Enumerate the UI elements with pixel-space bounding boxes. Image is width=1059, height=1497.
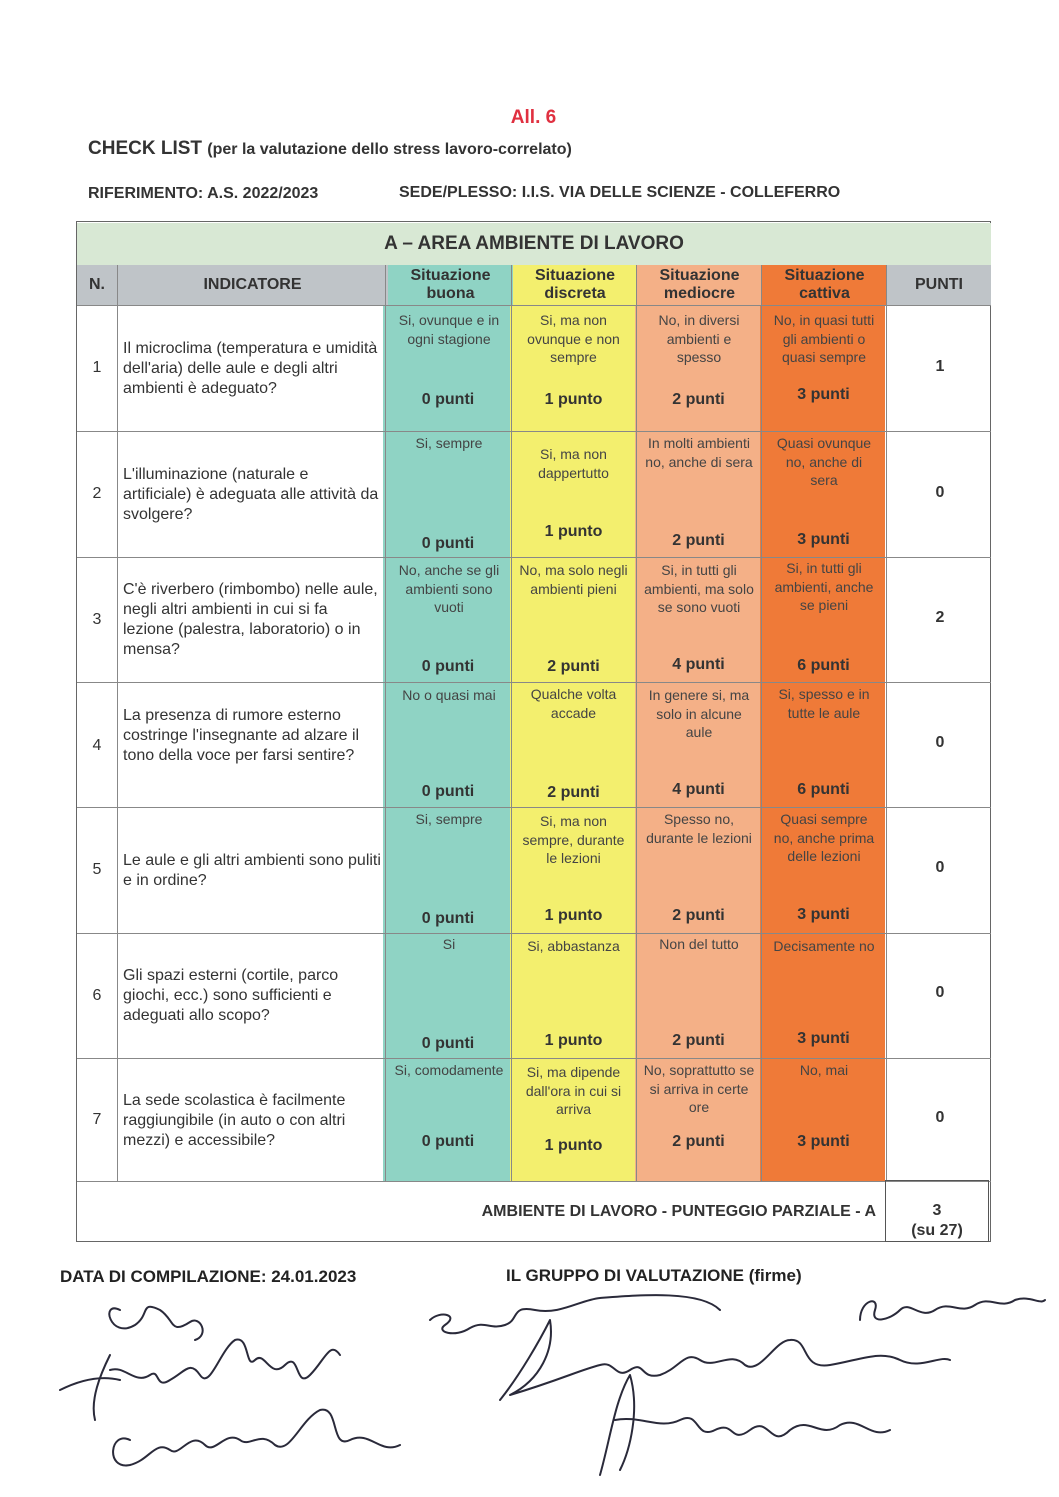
option-buona: No, anche se gli ambienti sono vuoti [398, 562, 500, 615]
points-mediocre: 2 punti [672, 1032, 725, 1049]
row-punti: 2 [935, 609, 945, 626]
option-mediocre: Si, in tutti gli ambienti, ma solo se sono vuoti [644, 562, 754, 615]
points-buona: 0 punti [421, 910, 475, 927]
option-mediocre: In genere si, ma solo in alcune aule [648, 687, 750, 740]
row-punti: 0 [935, 734, 945, 751]
title-subtitle: (per la valutazione dello stress lavoro-correlato) [207, 141, 572, 158]
points-mediocre: 2 punti [672, 907, 725, 924]
option-discreta: Si, ma non ovunque e non sempre [527, 312, 620, 365]
handwritten-signatures [40, 1280, 1050, 1490]
points-cattiva: 6 punti [797, 781, 850, 798]
option-discreta: Si, ma dipende dall'ora in cui si arriva [525, 1064, 622, 1117]
option-cattiva: No, mai [799, 1062, 849, 1078]
option-discreta: Si, abbastanza [527, 938, 620, 954]
grid-line [77, 557, 991, 558]
points-discreta: 1 punto [544, 523, 603, 540]
points-cattiva: 3 punti [797, 906, 850, 923]
grid-line [886, 265, 887, 1181]
row-indicatore: Gli spazi esterni (cortile, parco giochi, ecc.) sono sufficienti e adeguati allo scopo? [123, 967, 339, 1024]
header-cattiva-line1: Situazione [784, 267, 865, 284]
points-mediocre: 2 punti [672, 532, 725, 549]
option-buona: No o quasi mai [402, 687, 496, 703]
row-number: 2 [92, 485, 102, 502]
signature-5 [500, 1320, 950, 1400]
sede-label: SEDE/PLESSO: I.I.S. VIA DELLE SCIENZE - COLLEFERRO [399, 184, 841, 201]
points-buona: 0 punti [421, 535, 475, 552]
points-buona: 0 punti [421, 658, 475, 675]
points-discreta: 1 punto [544, 907, 603, 924]
header-mediocre-line1: Situazione [659, 267, 740, 284]
option-discreta: Qualche volta accade [530, 686, 617, 721]
row-number: 3 [92, 611, 102, 628]
riferimento-label: RIFERIMENTO: A.S. 2022/2023 [88, 185, 319, 202]
option-mediocre: Spesso no, durante le lezioni [646, 811, 752, 846]
option-cattiva: Quasi sempre no, anche prima delle lezioni [773, 811, 875, 864]
points-buona: 0 punti [421, 391, 475, 408]
partial-score-value: 3 [932, 1202, 942, 1219]
row-number: 7 [92, 1111, 102, 1128]
row-indicatore: C'è riverbero (rimbombo) nelle aule, negli altri ambienti in cui si fa lezione (palestra, laboratorio) o in mensa? [123, 581, 378, 658]
header-discreta [513, 265, 637, 305]
signature-6 [860, 1299, 1045, 1320]
option-buona: Si, comodamente [394, 1062, 504, 1078]
option-mediocre: No, in diversi ambienti e spesso [658, 312, 740, 365]
partial-score-label: AMBIENTE DI LAVORO - PUNTEGGIO PARZIALE - A [481, 1203, 876, 1220]
points-cattiva: 3 punti [797, 1133, 850, 1150]
grid-line [77, 1181, 991, 1182]
row-indicatore: Le aule e gli altri ambienti sono puliti e in ordine? [123, 852, 381, 889]
row-punti: 0 [935, 859, 945, 876]
evaluation-group-label: IL GRUPPO DI VALUTAZIONE (firme) [506, 1266, 802, 1285]
row-number: 5 [92, 861, 102, 878]
header-discreta-line2: discreta [544, 285, 606, 302]
points-mediocre: 4 punti [672, 781, 725, 798]
partial-score-max: (su 27) [911, 1222, 963, 1239]
header-punti: PUNTI [887, 265, 991, 305]
grid-line [77, 933, 991, 934]
header-n: N. [77, 265, 117, 305]
grid-line [77, 807, 991, 808]
header-cattiva-line2: cattiva [799, 285, 850, 302]
points-buona: 0 punti [421, 783, 475, 800]
points-mediocre: 2 punti [672, 391, 725, 408]
grid-line [117, 265, 118, 1181]
attachment-number: All. 6 [510, 107, 557, 128]
points-mediocre: 2 punti [672, 1133, 725, 1150]
row-punti: 0 [935, 484, 945, 501]
option-cattiva: Quasi ovunque no, anche di sera [776, 435, 872, 488]
title-main: CHECK LIST [88, 138, 202, 159]
grid-line [77, 682, 991, 683]
signature-1 [109, 1307, 202, 1340]
grid-line [77, 1058, 991, 1059]
header-mediocre [637, 265, 762, 305]
header-discreta-line1: Situazione [534, 267, 615, 284]
row-punti: 1 [935, 358, 945, 375]
row-number: 6 [92, 987, 102, 1004]
points-cattiva: 3 punti [797, 1030, 850, 1047]
row-indicatore: La presenza di rumore esterno costringe l'insegnante ad alzare il tono della voce per farsi sentire? [123, 707, 360, 764]
points-cattiva: 3 punti [797, 531, 850, 548]
option-discreta: Si, ma non sempre, durante le lezioni [522, 813, 625, 866]
option-cattiva: No, in quasi tutti gli ambienti o quasi sempre [773, 312, 875, 365]
points-buona: 0 punti [421, 1133, 475, 1150]
header-mediocre-line2: mediocre [663, 285, 736, 302]
points-buona: 0 punti [421, 1035, 475, 1052]
grid-line [77, 431, 991, 432]
option-buona: Si [442, 936, 456, 952]
option-mediocre: Non del tutto [659, 936, 739, 952]
option-mediocre: No, soprattutto se si arriva in certe ore [643, 1062, 755, 1115]
document-title [88, 138, 572, 160]
option-buona: Si, sempre [415, 811, 483, 827]
option-buona: Si, ovunque e in ogni stagione [398, 312, 500, 347]
header-buona [388, 265, 513, 305]
header-cattiva [762, 265, 887, 305]
header-buona-line2: buona [426, 285, 475, 302]
option-cattiva: Decisamente no [773, 938, 875, 954]
points-cattiva: 3 punti [797, 386, 850, 403]
option-mediocre: In molti ambienti no, anche di sera [645, 435, 753, 470]
points-discreta: 1 punto [544, 391, 603, 408]
points-discreta: 1 punto [544, 1032, 603, 1049]
option-discreta: No, ma solo negli ambienti pieni [519, 562, 628, 597]
points-cattiva: 6 punti [797, 657, 850, 674]
points-discreta: 2 punti [547, 658, 600, 675]
signature-7 [600, 1375, 890, 1475]
option-cattiva: Si, in tutti gli ambienti, anche se pieni [774, 560, 874, 613]
option-buona: Si, sempre [415, 435, 483, 451]
signature-3 [113, 1410, 400, 1466]
row-indicatore: Il microclima (temperatura e umidità dell'aria) delle aule e degli altri ambienti è adeguato? [123, 340, 378, 397]
row-number: 4 [92, 737, 102, 754]
row-indicatore: L'illuminazione (naturale e artificiale) è adeguata alle attività da svolgere? [123, 466, 379, 523]
row-punti: 0 [935, 984, 945, 1001]
compilation-date: DATA DI COMPILAZIONE: 24.01.2023 [60, 1267, 357, 1286]
option-cattiva: Si, spesso e in tutte le aule [778, 686, 870, 721]
grid-line [77, 305, 991, 306]
row-punti: 0 [935, 1109, 945, 1126]
signature-4 [430, 1295, 720, 1333]
header-indicatore: INDICATORE [117, 265, 388, 305]
points-discreta: 1 punto [544, 1137, 603, 1154]
points-mediocre: 4 punti [672, 656, 725, 673]
header-buona-line1: Situazione [410, 267, 491, 284]
row-indicatore: La sede scolastica è facilmente raggiungibile (in auto o con altri mezzi) e accessibile? [123, 1092, 346, 1149]
row-number: 1 [92, 359, 102, 376]
option-discreta: Si, ma non dappertutto [538, 446, 609, 481]
signature-2 [60, 1340, 340, 1420]
points-discreta: 2 punti [547, 784, 600, 801]
area-title: A – AREA AMBIENTE DI LAVORO [77, 223, 991, 266]
